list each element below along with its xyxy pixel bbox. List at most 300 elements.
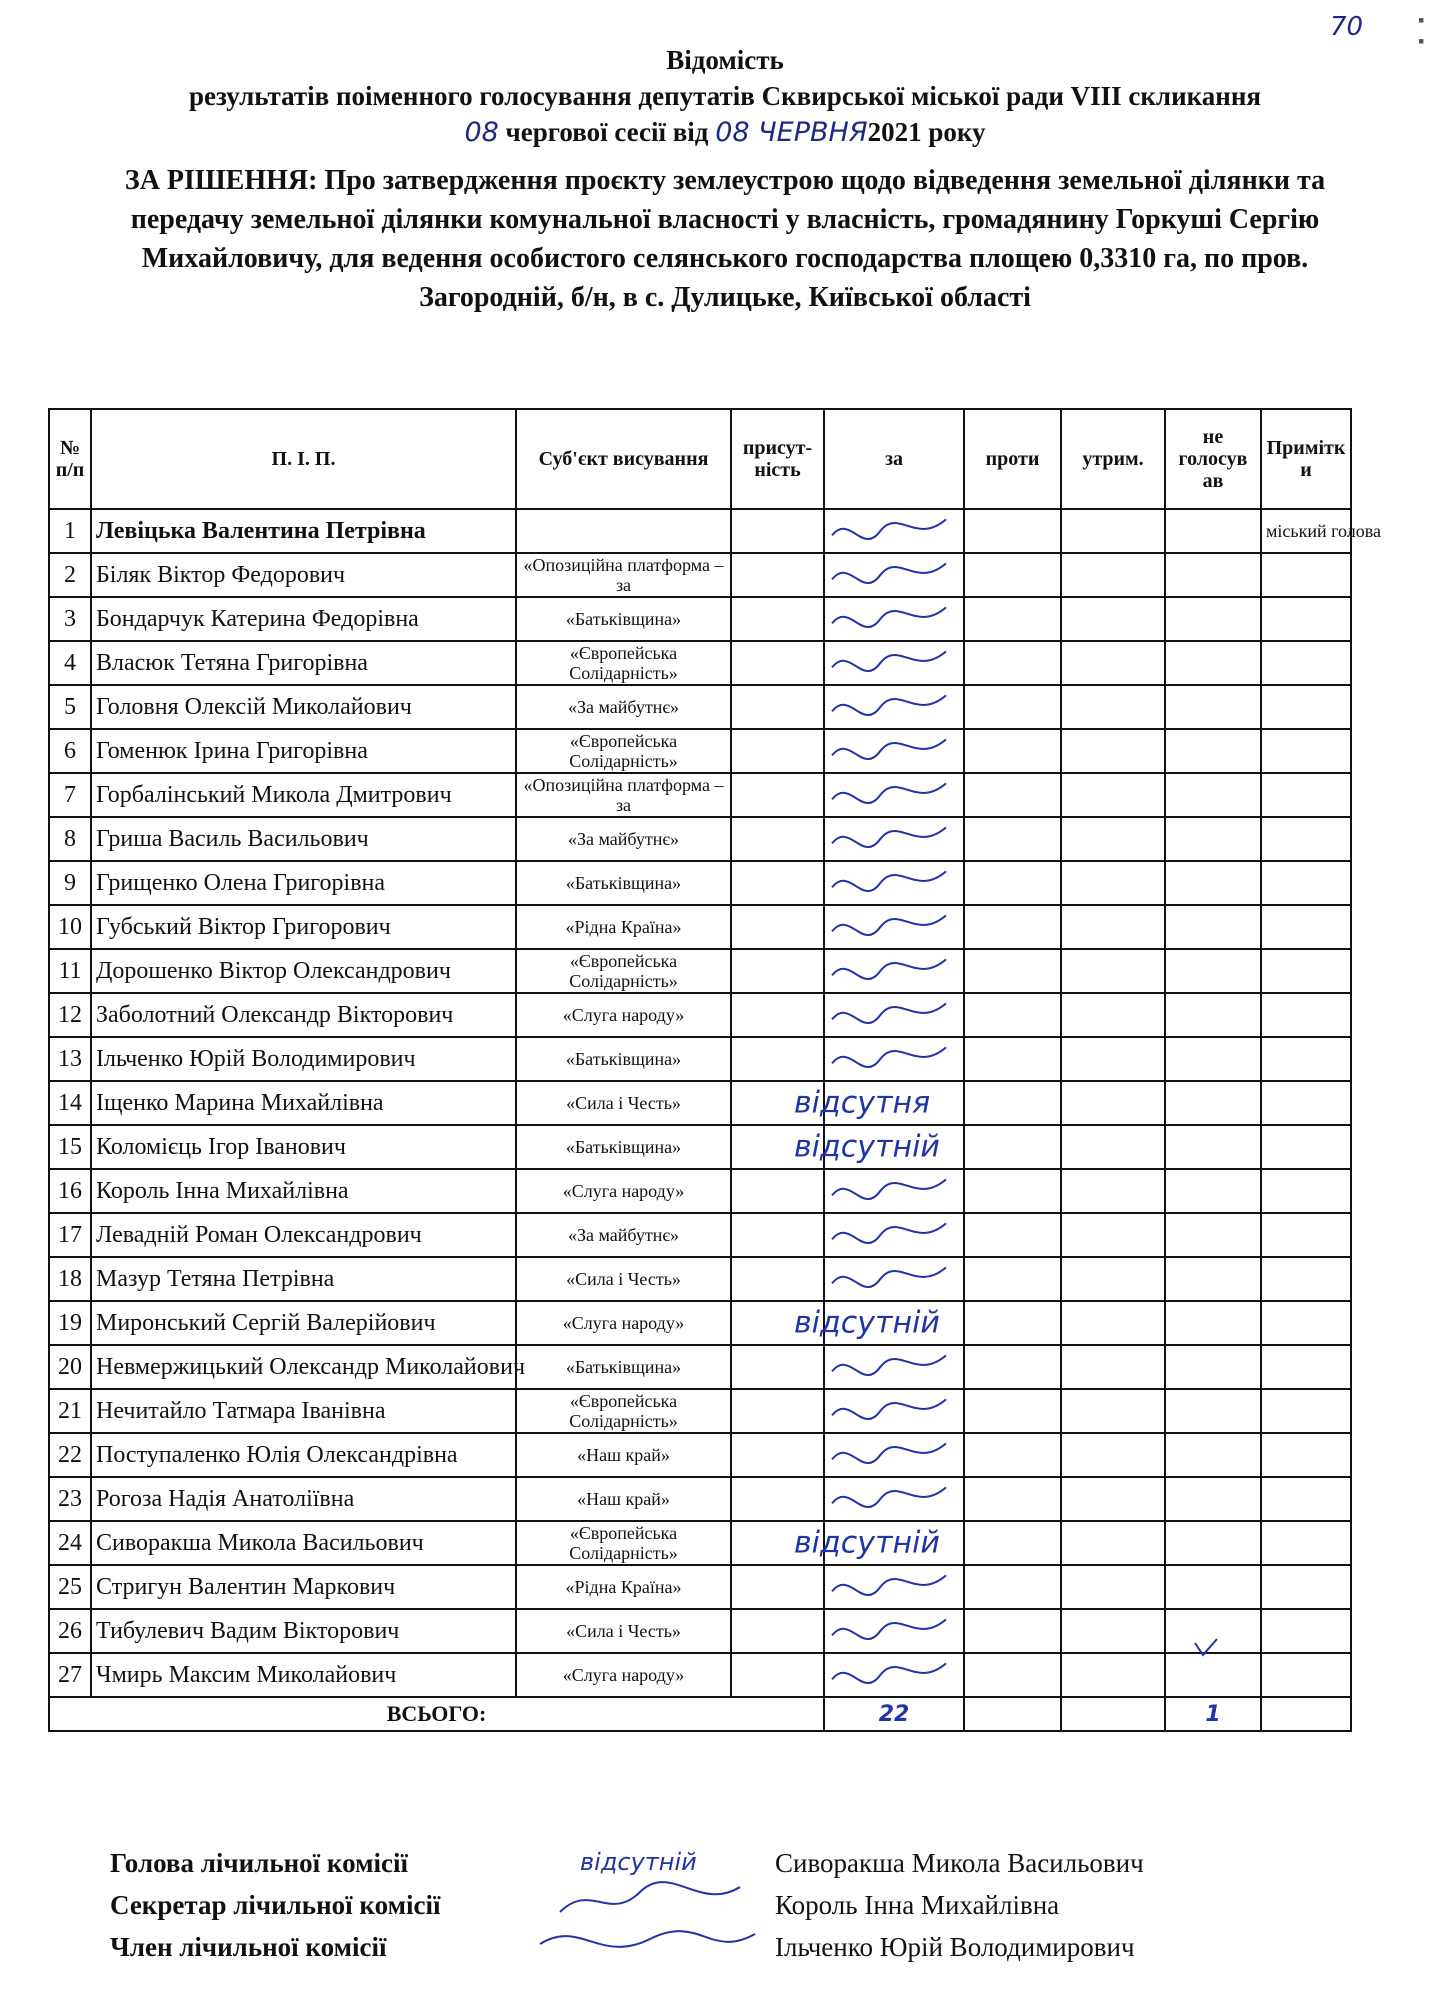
present-cell	[731, 1213, 824, 1257]
abstain-cell	[1061, 1345, 1165, 1389]
for-cell	[824, 993, 964, 1037]
table-row	[49, 905, 1351, 949]
total-notes	[1261, 1697, 1351, 1731]
row-note	[1261, 1213, 1351, 1257]
row-note	[1261, 773, 1351, 817]
secretary-role: Секретар лічильної комісії	[110, 1890, 441, 1920]
deputy-name: Гриша Василь Васильович	[91, 817, 516, 861]
total-for: 22	[824, 1697, 964, 1731]
deputy-name: Левадній Роман Олександрович	[91, 1213, 516, 1257]
row-note	[1261, 1477, 1351, 1521]
row-number: 16	[49, 1169, 91, 1213]
present-cell	[731, 1477, 824, 1521]
not-voted-cell	[1165, 949, 1261, 993]
table-row	[49, 1477, 1351, 1521]
for-cell	[824, 1301, 964, 1345]
not-voted-cell	[1165, 1169, 1261, 1213]
document-subtitle: результатів поіменного голосування депутатів Сквирської міської ради VIII скликання	[188, 81, 1262, 111]
for-cell	[824, 1081, 964, 1125]
deputy-party: «Європейська Солідарність»	[516, 1521, 731, 1565]
row-note	[1261, 641, 1351, 685]
deputy-name: Невмержицький Олександр Миколайович	[91, 1345, 516, 1389]
abstain-cell	[1061, 993, 1165, 1037]
not-voted-cell	[1165, 993, 1261, 1037]
not-voted-cell	[1165, 553, 1261, 597]
not-voted-cell	[1165, 861, 1261, 905]
row-number: 9	[49, 861, 91, 905]
deputy-party: «Наш край»	[516, 1477, 731, 1521]
row-number: 27	[49, 1653, 91, 1697]
deputy-name: Миронський Сергій Валерійович	[91, 1301, 516, 1345]
present-cell	[731, 773, 824, 817]
abstain-cell	[1061, 729, 1165, 773]
deputy-name: Біляк Віктор Федорович	[91, 553, 516, 597]
deputy-party: «Слуга народу»	[516, 1169, 731, 1213]
table-row	[49, 1433, 1351, 1477]
deputy-name: Бондарчук Катерина Федорівна	[91, 597, 516, 641]
deputy-name: Грищенко Олена Григорівна	[91, 861, 516, 905]
total-not-voted: 1	[1165, 1697, 1261, 1731]
against-cell	[964, 949, 1061, 993]
not-voted-cell	[1165, 1477, 1261, 1521]
deputy-name: Мазур Тетяна Петрівна	[91, 1257, 516, 1301]
table-row	[49, 861, 1351, 905]
vote-table	[48, 408, 1382, 1732]
deputy-party: «Опозиційна платформа – за	[516, 773, 731, 817]
deputy-name: Поступаленко Юлія Олександрівна	[91, 1433, 516, 1477]
present-cell	[731, 1169, 824, 1213]
for-cell	[824, 1345, 964, 1389]
deputy-name: Заболотний Олександр Вікторович	[91, 993, 516, 1037]
not-voted-cell	[1165, 1257, 1261, 1301]
against-cell	[964, 817, 1061, 861]
not-voted-cell	[1165, 1125, 1261, 1169]
deputy-party: «Рідна Країна»	[516, 905, 731, 949]
row-number: 6	[49, 729, 91, 773]
deputy-name: Коломієць Ігор Іванович	[91, 1125, 516, 1169]
not-voted-cell	[1165, 729, 1261, 773]
for-cell	[824, 1433, 964, 1477]
row-note	[1261, 1609, 1351, 1653]
deputy-party: «Батьківщина»	[516, 1345, 731, 1389]
row-number: 10	[49, 905, 91, 949]
row-note	[1261, 861, 1351, 905]
present-cell	[731, 817, 824, 861]
table-row	[49, 1169, 1351, 1213]
row-number: 2	[49, 553, 91, 597]
not-voted-cell	[1165, 1037, 1261, 1081]
table-row	[49, 509, 1351, 553]
abstain-cell	[1061, 1125, 1165, 1169]
document-title: Відомість	[666, 45, 784, 75]
for-cell	[824, 597, 964, 641]
row-note	[1261, 1081, 1351, 1125]
abstain-cell	[1061, 905, 1165, 949]
deputy-party: «Батьківщина»	[516, 861, 731, 905]
table-row	[49, 1213, 1351, 1257]
row-note	[1261, 597, 1351, 641]
table-row	[49, 597, 1351, 641]
chair-role: Голова лічильної комісії	[110, 1848, 408, 1878]
present-cell	[731, 1389, 824, 1433]
for-cell	[824, 729, 964, 773]
row-number: 11	[49, 949, 91, 993]
table-row	[49, 1345, 1351, 1389]
deputy-party: «За майбутнє»	[516, 817, 731, 861]
col-party: Суб'єкт висування	[516, 409, 731, 509]
table-row	[49, 1609, 1351, 1653]
present-cell	[731, 905, 824, 949]
present-cell	[731, 641, 824, 685]
against-cell	[964, 1037, 1061, 1081]
for-cell	[824, 1653, 964, 1697]
not-voted-cell	[1165, 1345, 1261, 1389]
abstain-cell	[1061, 817, 1165, 861]
row-number: 7	[49, 773, 91, 817]
present-cell	[731, 861, 824, 905]
for-cell	[824, 1037, 964, 1081]
row-number: 18	[49, 1257, 91, 1301]
deputy-party	[516, 509, 731, 553]
col-num: № п/п	[49, 409, 91, 509]
not-voted-cell	[1165, 1521, 1261, 1565]
row-note	[1261, 1521, 1351, 1565]
not-voted-cell	[1165, 1389, 1261, 1433]
row-note	[1261, 1169, 1351, 1213]
commission-block	[110, 1848, 1410, 1974]
row-number: 17	[49, 1213, 91, 1257]
abstain-cell	[1061, 1433, 1165, 1477]
total-label: ВСЬОГО:	[49, 1697, 824, 1731]
abstain-cell	[1061, 861, 1165, 905]
deputy-name: Іщенко Марина Михайлівна	[91, 1081, 516, 1125]
row-number: 26	[49, 1609, 91, 1653]
deputy-name: Дорошенко Віктор Олександрович	[91, 949, 516, 993]
present-cell	[731, 1653, 824, 1697]
present-cell	[731, 1521, 824, 1565]
absent-note: відсутній	[794, 1129, 940, 1165]
against-cell	[964, 1301, 1061, 1345]
table-row	[49, 1037, 1351, 1081]
deputy-party: «Батьківщина»	[516, 1125, 731, 1169]
table-header-row	[49, 409, 1351, 509]
member-role: Член лічильної комісії	[110, 1932, 387, 1962]
table-row	[49, 1301, 1351, 1345]
against-cell	[964, 509, 1061, 553]
table-row	[49, 1257, 1351, 1301]
member-name: Ільченко Юрій Володимирович	[775, 1932, 1135, 1962]
present-cell	[731, 1037, 824, 1081]
not-voted-cell	[1165, 1301, 1261, 1345]
deputy-name: Нечитайло Татмара Іванівна	[91, 1389, 516, 1433]
row-note	[1261, 817, 1351, 861]
against-cell	[964, 1125, 1061, 1169]
col-notes: Примітк и	[1261, 409, 1351, 509]
deputy-name: Левіцька Валентина Петрівна	[91, 509, 516, 553]
abstain-cell	[1061, 597, 1165, 641]
for-cell	[824, 817, 964, 861]
row-note	[1261, 905, 1351, 949]
session-number: 08	[464, 117, 499, 148]
deputy-party: «Слуга народу»	[516, 1301, 731, 1345]
row-number: 21	[49, 1389, 91, 1433]
for-cell	[824, 861, 964, 905]
row-note	[1261, 949, 1351, 993]
abstain-cell	[1061, 1301, 1165, 1345]
for-cell	[824, 905, 964, 949]
abstain-cell	[1061, 509, 1165, 553]
row-note	[1261, 1125, 1351, 1169]
page-number: 70	[1330, 12, 1364, 42]
deputy-party: «Сила і Честь»	[516, 1081, 731, 1125]
row-note	[1261, 1037, 1351, 1081]
commission-secretary	[110, 1890, 1410, 1932]
present-cell	[731, 553, 824, 597]
abstain-cell	[1061, 1565, 1165, 1609]
row-note	[1261, 1389, 1351, 1433]
against-cell	[964, 1653, 1061, 1697]
against-cell	[964, 1521, 1061, 1565]
against-cell	[964, 1081, 1061, 1125]
table-row	[49, 949, 1351, 993]
present-cell	[731, 685, 824, 729]
deputy-name: Головня Олексій Миколайович	[91, 685, 516, 729]
for-cell	[824, 1609, 964, 1653]
table-row	[49, 1653, 1351, 1697]
table-row	[49, 993, 1351, 1037]
not-voted-cell	[1165, 641, 1261, 685]
against-cell	[964, 773, 1061, 817]
table-row	[49, 685, 1351, 729]
not-voted-cell	[1165, 509, 1261, 553]
deputy-party: «Рідна Країна»	[516, 1565, 731, 1609]
chair-name: Сиворакша Микола Васильович	[775, 1848, 1144, 1878]
not-voted-cell	[1165, 1081, 1261, 1125]
present-cell	[731, 1125, 824, 1169]
against-cell	[964, 729, 1061, 773]
against-cell	[964, 1257, 1061, 1301]
for-cell	[824, 773, 964, 817]
row-note	[1261, 1653, 1351, 1697]
deputy-name: Власюк Тетяна Григорівна	[91, 641, 516, 685]
against-cell	[964, 1433, 1061, 1477]
table-row	[49, 773, 1351, 817]
present-cell	[731, 1565, 824, 1609]
table-row	[49, 641, 1351, 685]
commission-member	[110, 1932, 1410, 1974]
row-note	[1261, 993, 1351, 1037]
session-year: 2021 року	[867, 117, 986, 147]
not-voted-cell	[1165, 1609, 1261, 1653]
table-row	[49, 1389, 1351, 1433]
abstain-cell	[1061, 685, 1165, 729]
not-voted-cell	[1165, 1433, 1261, 1477]
present-cell	[731, 949, 824, 993]
row-note	[1261, 729, 1351, 773]
deputy-name: Губський Віктор Григорович	[91, 905, 516, 949]
for-cell	[824, 1169, 964, 1213]
against-cell	[964, 685, 1061, 729]
table-row	[49, 817, 1351, 861]
deputy-party: «Сила і Честь»	[516, 1257, 731, 1301]
against-cell	[964, 1345, 1061, 1389]
row-number: 15	[49, 1125, 91, 1169]
vote-table-body	[49, 509, 1382, 1697]
abstain-cell	[1061, 1477, 1165, 1521]
not-voted-cell	[1165, 1565, 1261, 1609]
row-number: 20	[49, 1345, 91, 1389]
total-against	[964, 1697, 1061, 1731]
deputy-name: Чмирь Максим Миколайович	[91, 1653, 516, 1697]
table-row	[49, 1125, 1351, 1169]
not-voted-cell	[1165, 773, 1261, 817]
against-cell	[964, 1389, 1061, 1433]
against-cell	[964, 1213, 1061, 1257]
row-note	[1261, 1345, 1351, 1389]
not-voted-cell	[1165, 905, 1261, 949]
secretary-name: Король Інна Михайлівна	[775, 1890, 1060, 1920]
deputy-name: Тибулевич Вадим Вікторович	[91, 1609, 516, 1653]
row-note	[1261, 685, 1351, 729]
present-cell	[731, 729, 824, 773]
present-cell	[731, 597, 824, 641]
session-line	[30, 114, 1420, 151]
deputy-name: Горбалінський Микола Дмитрович	[91, 773, 516, 817]
deputy-party: «Сила і Честь»	[516, 1609, 731, 1653]
row-note	[1261, 553, 1351, 597]
deputy-party: «Батьківщина»	[516, 597, 731, 641]
abstain-cell	[1061, 1037, 1165, 1081]
row-number: 8	[49, 817, 91, 861]
row-note	[1261, 1565, 1351, 1609]
row-number: 22	[49, 1433, 91, 1477]
abstain-cell	[1061, 1169, 1165, 1213]
deputy-party: «Європейська Солідарність»	[516, 641, 731, 685]
present-cell	[731, 1609, 824, 1653]
table-row	[49, 1081, 1351, 1125]
row-note	[1261, 1301, 1351, 1345]
row-number: 5	[49, 685, 91, 729]
row-note	[1261, 1257, 1351, 1301]
col-name: П. І. П.	[91, 409, 516, 509]
for-cell	[824, 641, 964, 685]
against-cell	[964, 553, 1061, 597]
for-cell	[824, 1389, 964, 1433]
member-signature	[530, 1924, 760, 1964]
row-number: 3	[49, 597, 91, 641]
abstain-cell	[1061, 949, 1165, 993]
deputy-party: «Європейська Солідарність»	[516, 729, 731, 773]
not-voted-cell	[1165, 1653, 1261, 1697]
total-row	[49, 1697, 1351, 1731]
deputy-party: «Наш край»	[516, 1433, 731, 1477]
deputy-party: «Батьківщина»	[516, 1037, 731, 1081]
deputy-party: «Слуга народу»	[516, 1653, 731, 1697]
deputy-party: «Європейська Солідарність»	[516, 1389, 731, 1433]
abstain-cell	[1061, 641, 1165, 685]
chair-absent-note: відсутній	[580, 1848, 697, 1876]
for-cell	[824, 509, 964, 553]
row-number: 1	[49, 509, 91, 553]
deputy-party: «Слуга народу»	[516, 993, 731, 1037]
abstain-cell	[1061, 773, 1165, 817]
deputy-name: Сиворакша Микола Васильович	[91, 1521, 516, 1565]
abstain-cell	[1061, 1081, 1165, 1125]
col-abstain: утрим.	[1061, 409, 1165, 509]
col-present: присут-ність	[731, 409, 824, 509]
absent-note: відсутній	[794, 1305, 940, 1341]
against-cell	[964, 1565, 1061, 1609]
for-cell	[824, 1257, 964, 1301]
row-number: 25	[49, 1565, 91, 1609]
against-cell	[964, 641, 1061, 685]
not-voted-cell	[1165, 597, 1261, 641]
for-cell	[824, 1213, 964, 1257]
row-number: 12	[49, 993, 91, 1037]
commission-chair	[110, 1848, 1410, 1890]
secretary-signature	[550, 1882, 750, 1922]
abstain-cell	[1061, 553, 1165, 597]
for-cell	[824, 949, 964, 993]
table-row	[49, 553, 1351, 597]
deputy-name: Рогоза Надія Анатоліївна	[91, 1477, 516, 1521]
row-number: 14	[49, 1081, 91, 1125]
present-cell	[731, 1081, 824, 1125]
abstain-cell	[1061, 1257, 1165, 1301]
deputy-party: «Опозиційна платформа – за	[516, 553, 731, 597]
col-not-voted: не голосув ав	[1165, 409, 1261, 509]
for-cell	[824, 1565, 964, 1609]
row-note	[1261, 1433, 1351, 1477]
present-cell	[731, 1257, 824, 1301]
not-voted-cell	[1165, 817, 1261, 861]
row-number: 4	[49, 641, 91, 685]
col-against: проти	[964, 409, 1061, 509]
abstain-cell	[1061, 1213, 1165, 1257]
not-voted-cell	[1165, 1213, 1261, 1257]
table-row	[49, 1521, 1351, 1565]
row-number: 13	[49, 1037, 91, 1081]
against-cell	[964, 861, 1061, 905]
scan-mark: ▪ ▪	[1418, 10, 1425, 51]
absent-note: відсутній	[794, 1525, 940, 1561]
deputy-name: Король Інна Михайлівна	[91, 1169, 516, 1213]
present-cell	[731, 1433, 824, 1477]
row-number: 23	[49, 1477, 91, 1521]
row-number: 19	[49, 1301, 91, 1345]
present-cell	[731, 1345, 824, 1389]
col-for: за	[824, 409, 964, 509]
absent-note: відсутня	[794, 1085, 931, 1121]
for-cell	[824, 1125, 964, 1169]
deputy-party: «За майбутнє»	[516, 1213, 731, 1257]
present-cell	[731, 509, 824, 553]
deputy-name: Ільченко Юрій Володимирович	[91, 1037, 516, 1081]
for-cell	[824, 553, 964, 597]
abstain-cell	[1061, 1389, 1165, 1433]
session-date: 08 ЧЕРВНЯ	[715, 117, 868, 148]
not-voted-cell	[1165, 685, 1261, 729]
present-cell	[731, 1301, 824, 1345]
document-header	[30, 42, 1420, 317]
for-cell	[824, 1477, 964, 1521]
row-number: 24	[49, 1521, 91, 1565]
total-abstain	[1061, 1697, 1165, 1731]
for-cell	[824, 685, 964, 729]
abstain-cell	[1061, 1609, 1165, 1653]
against-cell	[964, 905, 1061, 949]
deputy-party: «Європейська Солідарність»	[516, 949, 731, 993]
